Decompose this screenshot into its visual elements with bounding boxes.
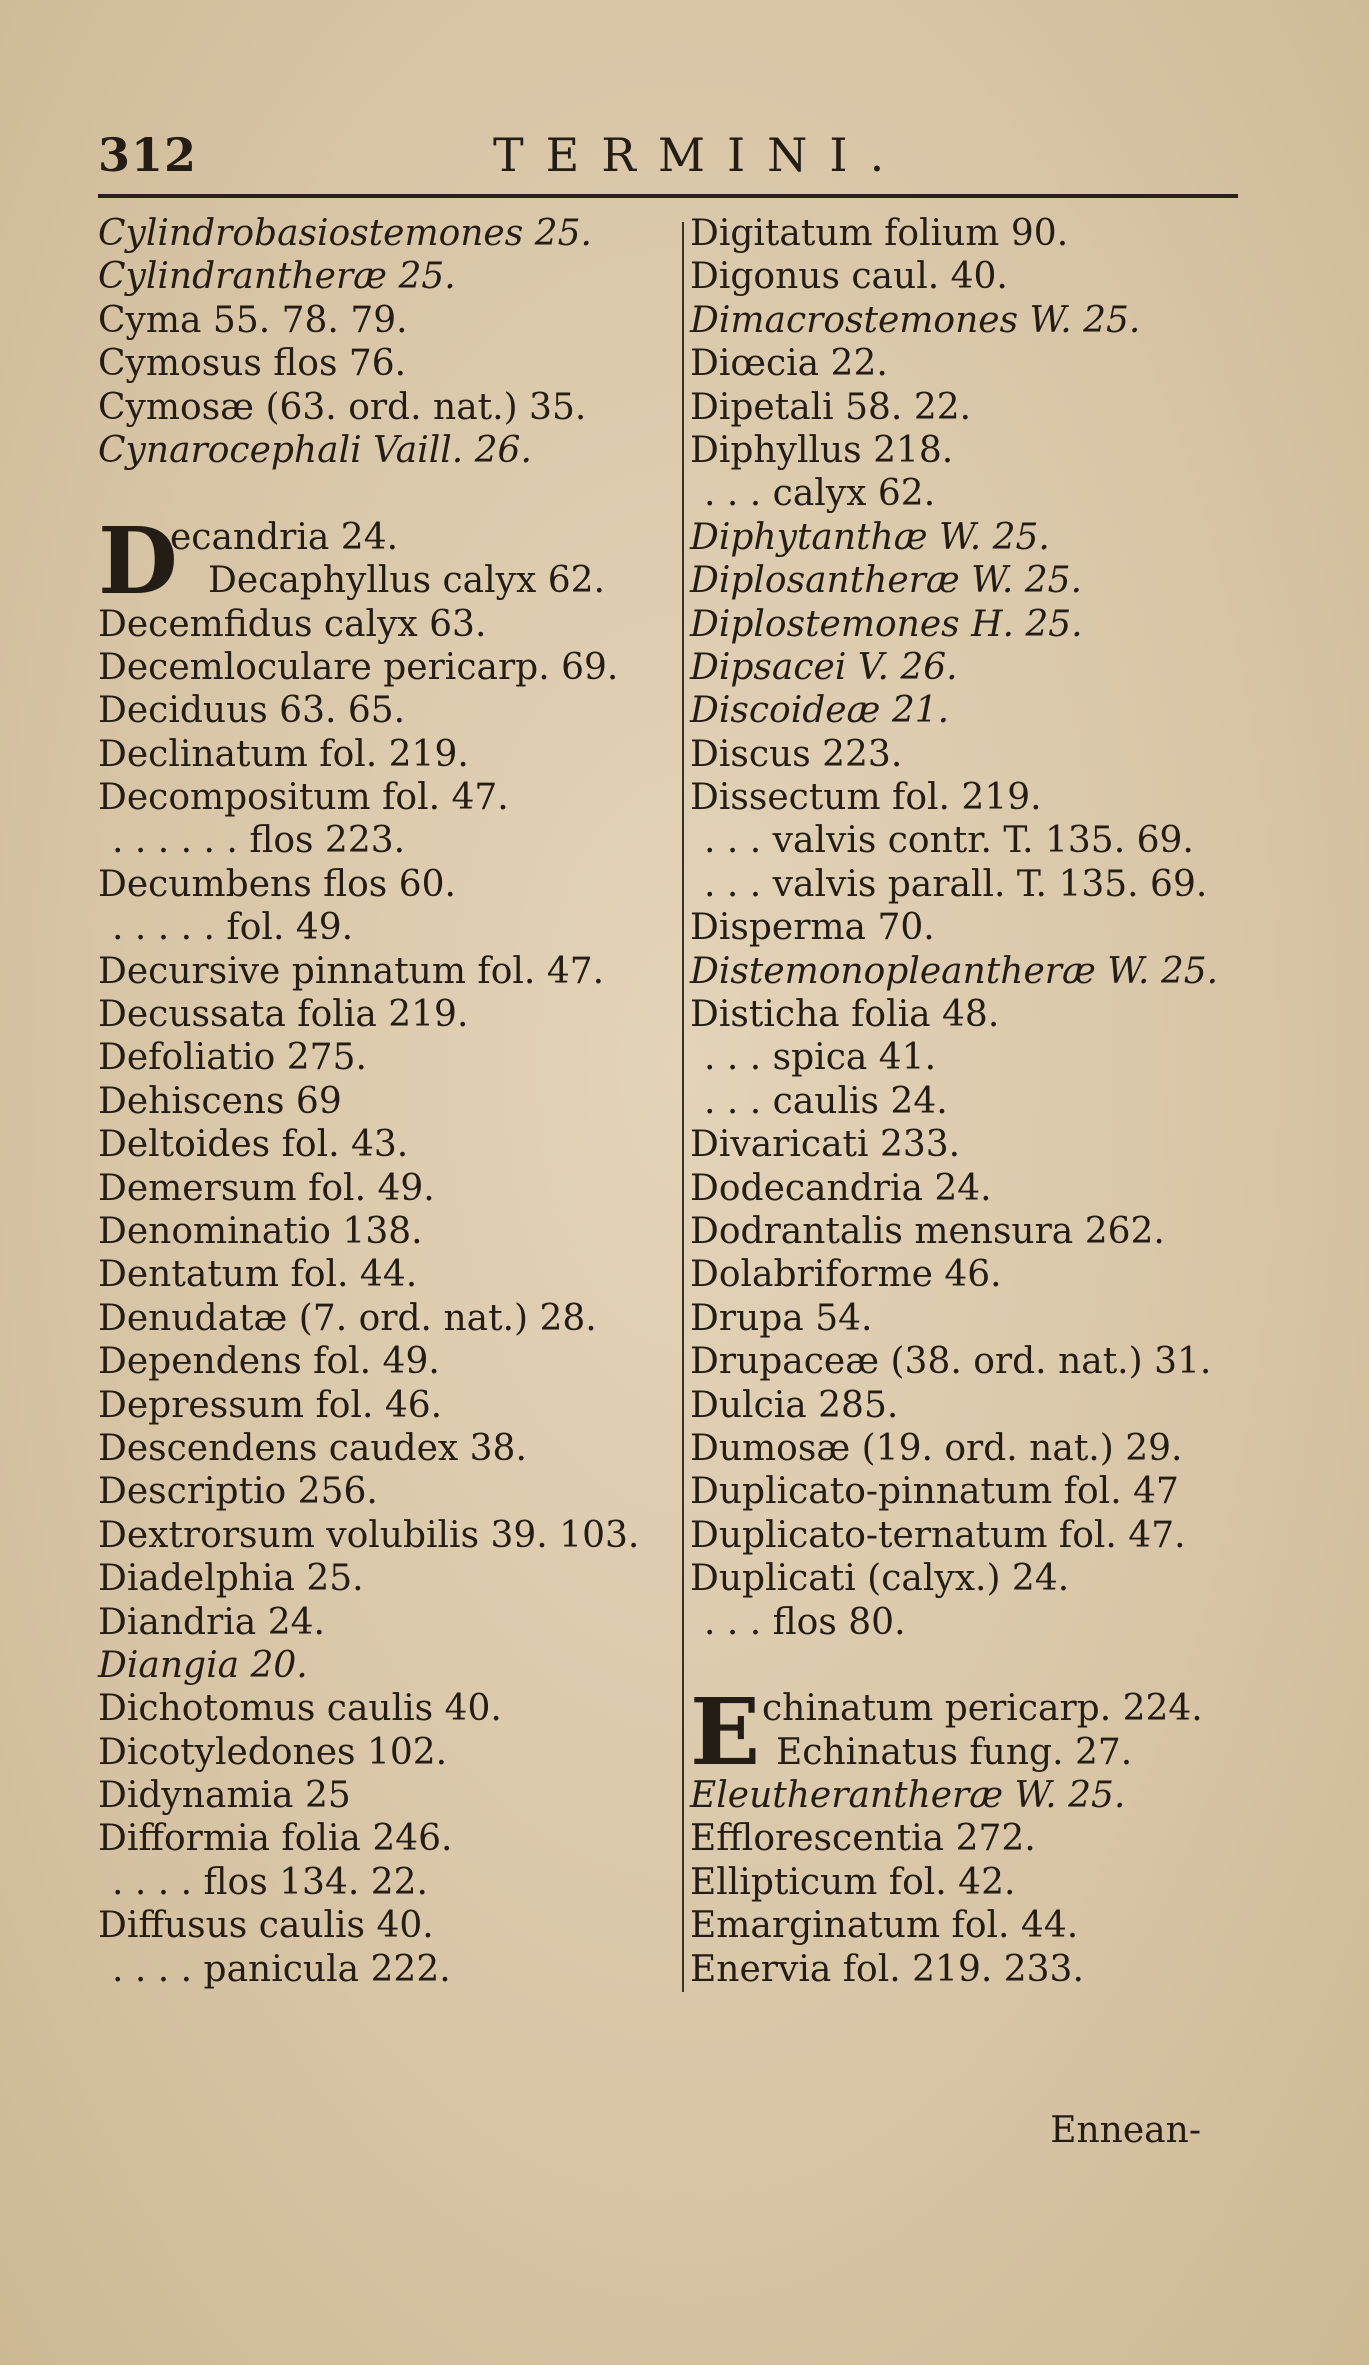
index-entry: Decussata folia 219. [98, 994, 469, 1036]
index-entry: Efflorescentia 272. [690, 1818, 1036, 1860]
index-entry: Denudatæ (7. ord. nat.) 28. [98, 1297, 597, 1339]
index-entry: Descriptio 256. [98, 1471, 378, 1513]
index-entry: Decaphyllus calyx 62. [208, 560, 605, 602]
index-entry: Decompositum fol. 47. [98, 777, 509, 819]
index-entry: Dentatum fol. 44. [98, 1254, 418, 1296]
index-entry: Decemfidus calyx 63. [98, 603, 487, 645]
index-entry: Cymosæ (63. ord. nat.) 35. [98, 386, 587, 428]
section-gap [690, 1644, 1250, 1687]
page-number: 312 [98, 128, 198, 182]
index-entry: Didynamia 25 [98, 1775, 351, 1817]
index-entry: Drupa 54. [690, 1297, 873, 1339]
index-entry: Emarginatum fol. 44. [690, 1905, 1079, 1947]
index-entry: Cylindrobasiostemones 25. [98, 213, 592, 254]
index-entry: Denominatio 138. [98, 1211, 423, 1252]
index-entry: . . . calyx 62. [704, 473, 936, 515]
index-entry: Digonus caul. 40. [690, 256, 1008, 298]
index-entry: Echinatus fung. 27. [776, 1731, 1133, 1773]
index-entry: Disticha folia 48. [690, 994, 1000, 1036]
running-title: TERMINI. [493, 128, 907, 182]
index-entry: Dicotyledones 102. [98, 1731, 448, 1773]
page-header [98, 128, 1238, 192]
index-entry: Decursive pinnatum fol. 47. [98, 950, 605, 992]
index-entry: Demersum fol. 49. [98, 1167, 435, 1209]
index-entry: Dependens fol. 49. [98, 1341, 440, 1383]
index-entry: Defoliatio 275. [98, 1037, 367, 1079]
index-entry: Dulcia 285. [690, 1384, 899, 1426]
drop-cap-d: D [98, 506, 178, 615]
index-entry: Dissectum fol. 219. [690, 777, 1042, 819]
index-entry: Difformia folia 246. [98, 1818, 453, 1860]
index-entry: Duplicati (calyx.) 24. [690, 1558, 1070, 1600]
index-entry: Dehiscens 69 [98, 1080, 342, 1122]
index-entry: . . . spica 41. [704, 1037, 937, 1079]
index-entry: Dichotomus caulis 40. [98, 1688, 502, 1730]
right-column [690, 212, 1250, 1991]
index-entry: Diadelphia 25. [98, 1558, 364, 1600]
index-entry: Dipsacei V. 26. [690, 646, 958, 688]
index-entry: Dumosæ (19. ord. nat.) 29. [690, 1427, 1183, 1469]
index-entry: Diœcia 22. [690, 343, 888, 385]
index-entry: Distemonopleantheræ W. 25. [690, 950, 1219, 992]
index-entry: ecandria 24. [170, 516, 399, 558]
index-entry: Dimacrostemones W. 25. [690, 299, 1141, 341]
index-entry: Disperma 70. [690, 907, 935, 949]
index-entry: . . . valvis contr. T. 135. 69. [704, 820, 1194, 862]
index-entry: Duplicato-pinnatum fol. 47 [690, 1471, 1179, 1513]
index-entry: Enervia fol. 219. 233. [690, 1948, 1084, 1990]
index-entry: Deltoides fol. 43. [98, 1124, 409, 1166]
index-entry: Diplostemones H. 25. [690, 603, 1083, 645]
index-entry: Declinatum fol. 219. [98, 733, 469, 775]
index-entry: Decumbens flos 60. [98, 863, 456, 905]
index-entry: . . . . . fol. 49. [112, 907, 354, 949]
index-entry: Descendens caudex 38. [98, 1427, 527, 1469]
index-entry: Ellipticum fol. 42. [690, 1861, 1016, 1903]
index-entry: Diangia 20. [98, 1644, 308, 1686]
index-entry: Cylindrantheræ 25. [98, 256, 456, 298]
index-entry: . . . caulis 24. [704, 1080, 948, 1122]
index-entry: Duplicato-ternatum fol. 47. [690, 1514, 1186, 1556]
index-entry: . . . valvis parall. T. 135. 69. [704, 863, 1208, 905]
index-entry: Diplosantheræ W. 25. [690, 560, 1083, 602]
index-entry: Cynarocephali Vaill. 26. [98, 429, 532, 471]
index-entry: Digitatum folium 90. [690, 213, 1069, 254]
index-entry: Dodrantalis mensura 262. [690, 1210, 1165, 1252]
index-entry: Cymosus flos 76. [98, 343, 407, 385]
section-gap [98, 472, 678, 515]
index-entry: . . . . . . flos 223. [112, 820, 406, 862]
index-entry: Diffusus caulis 40. [98, 1905, 434, 1947]
index-entry: Eleutherantheræ W. 25. [690, 1775, 1126, 1817]
index-entry: Divaricati 233. [690, 1124, 961, 1166]
index-entry: Deciduus 63. 65. [98, 690, 406, 732]
index-entry: Decemloculare pericarp. 69. [98, 646, 619, 688]
index-entry: . . . . panicula 222. [112, 1948, 451, 1990]
index-entry: . . . flos 80. [704, 1601, 906, 1643]
drop-cap-e: E [690, 1678, 761, 1787]
left-column [98, 212, 678, 1991]
index-entry: . . . . flos 134. 22. [112, 1861, 429, 1903]
catchword: Ennean- [1050, 2110, 1201, 2151]
index-entry: Discus 223. [690, 733, 903, 775]
index-entry: chinatum pericarp. 224. [762, 1688, 1203, 1730]
section-d-start [98, 506, 678, 615]
index-entry: Dodecandria 24. [690, 1167, 992, 1209]
column-divider [682, 222, 684, 1992]
index-entry: Dolabriforme 46. [690, 1254, 1002, 1296]
index-entry: Discoideæ 21. [690, 690, 950, 732]
index-entry: Drupaceæ (38. ord. nat.) 31. [690, 1341, 1212, 1383]
index-entry: Diphytanthæ W. 25. [690, 516, 1050, 558]
section-e-start [690, 1678, 1250, 1787]
index-entry: Cyma 55. 78. 79. [98, 299, 408, 341]
index-entry: Dipetali 58. 22. [690, 386, 972, 428]
index-entry: Depressum fol. 46. [98, 1384, 443, 1426]
index-entry: Dextrorsum volubilis 39. 103. [98, 1514, 640, 1556]
index-entry: Diandria 24. [98, 1601, 325, 1643]
header-rule [98, 194, 1238, 198]
index-entry: Diphyllus 218. [690, 429, 954, 471]
